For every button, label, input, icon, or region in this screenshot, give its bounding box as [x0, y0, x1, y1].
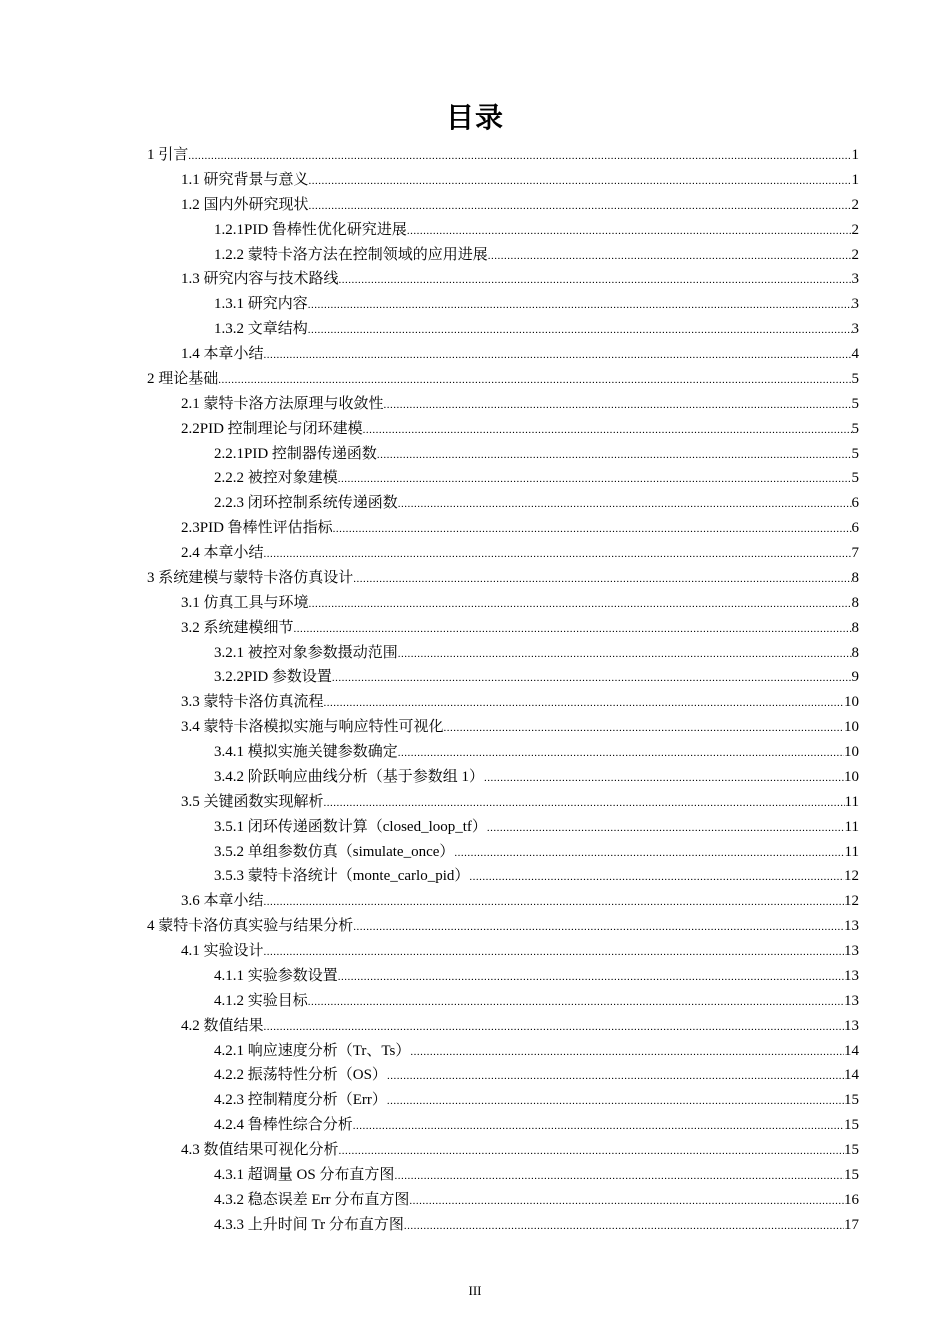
- toc-entry[interactable]: [0, 1213, 950, 1238]
- toc-dot-leader: [218, 368, 851, 393]
- toc-entry-title: 3.5 关键函数实现解析: [181, 793, 324, 810]
- toc-entry-page-number: 10: [844, 694, 859, 711]
- toc-entry[interactable]: [0, 1063, 950, 1088]
- toc-entry-page-number: 13: [844, 992, 859, 1009]
- toc-entry[interactable]: [0, 1113, 950, 1138]
- toc-entry-page-number: 10: [844, 768, 859, 785]
- toc-entry[interactable]: [0, 740, 950, 765]
- toc-entry[interactable]: [0, 939, 950, 964]
- toc-entry-title: 3.6 本章小结: [181, 893, 264, 910]
- toc-dot-leader: [308, 293, 852, 318]
- toc-dot-leader: [338, 965, 844, 990]
- toc-entry-title: 4.1.1 实验参数设置: [214, 967, 338, 984]
- toc-entry-page-number: 6: [851, 520, 859, 537]
- toc-dot-leader: [309, 194, 852, 219]
- toc-dot-leader: [469, 865, 844, 890]
- toc-dot-leader: [308, 990, 844, 1015]
- toc-entry[interactable]: [0, 864, 950, 889]
- toc-entry[interactable]: [0, 964, 950, 989]
- toc-entry-title: 4 蒙特卡洛仿真实验与结果分析: [147, 918, 354, 935]
- toc-dot-leader: [294, 617, 852, 642]
- toc-dot-leader: [264, 542, 852, 567]
- toc-entry-title: 4.1 实验设计: [181, 943, 264, 959]
- toc-entry-title: 4.3.3 上升时间 Tr 分布直方图: [214, 1216, 404, 1233]
- toc-dot-leader: [398, 642, 852, 667]
- toc-entry-page-number: 8: [851, 569, 859, 586]
- toc-entry[interactable]: [0, 218, 950, 243]
- toc-entry[interactable]: [0, 1188, 950, 1213]
- toc-entry-title: 3.2.2PID 参数设置: [214, 669, 332, 686]
- toc-entry-title: 4.2.4 鲁棒性综合分析: [214, 1117, 353, 1134]
- toc-dot-leader: [353, 567, 851, 592]
- toc-entry[interactable]: [0, 715, 950, 740]
- toc-entry-title: 2.4 本章小结: [181, 545, 264, 561]
- toc-entry-page-number: 15: [844, 1117, 859, 1134]
- toc-dot-leader: [484, 766, 844, 791]
- toc-entry[interactable]: [0, 665, 950, 690]
- toc-entry-title: 2.2PID 控制理论与闭环建模: [181, 420, 363, 437]
- toc-dot-leader: [339, 268, 852, 293]
- toc-entry[interactable]: [0, 989, 950, 1014]
- toc-entry[interactable]: [0, 317, 950, 342]
- toc-entry-page-number: 5: [851, 395, 859, 412]
- toc-dot-leader: [454, 841, 844, 866]
- toc-entry-page-number: 1: [851, 147, 859, 163]
- toc-entry-page-number: 8: [851, 644, 859, 661]
- toc-entry-page-number: 15: [844, 1166, 859, 1183]
- toc-entry[interactable]: [0, 392, 950, 417]
- toc-dot-leader: [339, 1139, 844, 1164]
- toc-dot-leader: [409, 1189, 844, 1214]
- toc-dot-leader: [387, 1064, 844, 1089]
- toc-entry[interactable]: [0, 591, 950, 616]
- toc-entry-title: 1.2 国内外研究现状: [181, 196, 309, 213]
- toc-dot-leader: [309, 592, 852, 617]
- toc-entry-page-number: 5: [851, 445, 859, 462]
- toc-dot-leader: [410, 1040, 844, 1065]
- toc-entry-page-number: 12: [844, 868, 859, 885]
- toc-entry-title: 1.2.1PID 鲁棒性优化研究进展: [214, 221, 407, 238]
- toc-entry[interactable]: [0, 367, 950, 392]
- toc-entry-page-number: 2: [851, 221, 859, 238]
- toc-dot-leader: [264, 343, 852, 368]
- toc-entry-title: 2 理论基础: [147, 370, 219, 387]
- toc-dot-leader: [407, 219, 852, 244]
- toc-entry-page-number: 3: [851, 271, 859, 288]
- toc-entry-title: 1.3 研究内容与技术路线: [181, 271, 339, 288]
- toc-dot-leader: [394, 1164, 844, 1189]
- toc-entry-title: 3.5.1 闭环传递函数计算（closed_loop_tf）: [214, 818, 487, 835]
- table-of-contents: [0, 143, 950, 1238]
- toc-entry-page-number: 3: [851, 296, 859, 313]
- toc-entry-title: 4.3.2 稳态误差 Err 分布直方图: [214, 1191, 410, 1208]
- toc-entry-page-number: 2: [851, 246, 859, 263]
- toc-entry-title: 4.2.1 响应速度分析（Tr、Ts）: [214, 1042, 411, 1059]
- toc-dot-leader: [324, 691, 844, 716]
- toc-dot-leader: [264, 940, 844, 965]
- toc-entry[interactable]: [0, 292, 950, 317]
- toc-entry[interactable]: [0, 1138, 950, 1163]
- toc-entry-page-number: 8: [851, 594, 859, 611]
- toc-entry[interactable]: [0, 442, 950, 467]
- toc-entry-page-number: 12: [844, 893, 859, 910]
- toc-entry-page-number: 15: [844, 1142, 859, 1158]
- toc-entry-page-number: 11: [844, 793, 859, 810]
- toc-dot-leader: [487, 816, 845, 841]
- toc-entry-page-number: 4: [851, 346, 859, 362]
- toc-entry[interactable]: [0, 840, 950, 865]
- toc-entry-page-number: 15: [844, 1092, 859, 1109]
- toc-entry[interactable]: [0, 790, 950, 815]
- toc-entry-title: 4.3.1 超调量 OS 分布直方图: [214, 1166, 395, 1183]
- toc-entry-page-number: 17: [844, 1216, 859, 1233]
- toc-entry[interactable]: [0, 342, 950, 367]
- toc-entry-page-number: 9: [851, 669, 859, 686]
- toc-dot-leader: [404, 1214, 844, 1239]
- toc-dot-leader: [332, 666, 852, 691]
- toc-entry-page-number: 8: [851, 619, 859, 636]
- toc-dot-leader: [353, 915, 844, 940]
- toc-entry[interactable]: [0, 765, 950, 790]
- page-number: III: [468, 1283, 482, 1298]
- toc-entry[interactable]: [0, 516, 950, 541]
- toc-entry-title: 4.1.2 实验目标: [214, 992, 308, 1009]
- toc-dot-leader: [264, 890, 844, 915]
- toc-entry[interactable]: [0, 1088, 950, 1113]
- toc-entry-page-number: 16: [844, 1191, 859, 1208]
- toc-entry-page-number: 5: [851, 370, 859, 387]
- toc-entry-title: 1 引言: [147, 147, 189, 163]
- toc-entry[interactable]: [0, 193, 950, 218]
- toc-entry-page-number: 11: [844, 843, 859, 860]
- toc-dot-leader: [324, 791, 845, 816]
- toc-entry-page-number: 11: [844, 818, 859, 835]
- toc-entry-title: 1.3.2 文章结构: [214, 321, 308, 338]
- toc-dot-leader: [308, 318, 852, 343]
- toc-dot-leader: [333, 517, 852, 542]
- toc-dot-leader: [363, 418, 852, 443]
- toc-entry-page-number: 7: [851, 545, 859, 561]
- toc-entry-title: 3.3 蒙特卡洛仿真流程: [181, 694, 324, 711]
- toc-entry-title: 3.2.1 被控对象参数摄动范围: [214, 644, 398, 661]
- toc-dot-leader: [338, 467, 852, 492]
- toc-entry-page-number: 1: [851, 171, 859, 188]
- toc-entry-page-number: 13: [844, 967, 859, 984]
- toc-title: 目录: [445, 101, 504, 134]
- toc-entry-page-number: 14: [844, 1067, 859, 1084]
- toc-dot-leader: [444, 716, 844, 741]
- toc-dot-leader: [398, 492, 852, 517]
- toc-dot-leader: [188, 144, 851, 169]
- toc-entry[interactable]: [0, 168, 950, 193]
- toc-entry-title: 3.1 仿真工具与环境: [181, 594, 309, 611]
- toc-dot-leader: [488, 244, 852, 269]
- toc-entry[interactable]: [0, 1163, 950, 1188]
- toc-entry-title: 2.2.3 闭环控制系统传递函数: [214, 495, 398, 512]
- toc-entry-title: 4.2.3 控制精度分析（Err）: [214, 1092, 387, 1109]
- toc-entry-page-number: 13: [844, 943, 859, 959]
- toc-dot-leader: [377, 443, 852, 468]
- toc-dot-leader: [384, 393, 852, 418]
- toc-entry[interactable]: [0, 616, 950, 641]
- toc-entry-page-number: 3: [851, 321, 859, 338]
- toc-entry-page-number: 5: [851, 470, 859, 487]
- toc-entry-title: 3.5.2 单组参数仿真（simulate_once）: [214, 843, 455, 860]
- toc-entry-page-number: 14: [844, 1042, 859, 1059]
- toc-entry-title: 1.1 研究背景与意义: [181, 171, 309, 188]
- toc-entry[interactable]: [0, 914, 950, 939]
- toc-dot-leader: [387, 1089, 844, 1114]
- toc-entry[interactable]: [0, 1039, 950, 1064]
- toc-entry-title: 3.5.3 蒙特卡洛统计（monte_carlo_pid）: [214, 868, 470, 885]
- toc-entry[interactable]: [0, 815, 950, 840]
- toc-entry-title: 4.3 数值结果可视化分析: [181, 1142, 339, 1158]
- toc-entry[interactable]: [0, 243, 950, 268]
- toc-entry-title: 3 系统建模与蒙特卡洛仿真设计: [147, 569, 354, 586]
- toc-entry-page-number: 2: [851, 196, 859, 213]
- toc-entry-page-number: 6: [851, 495, 859, 512]
- toc-entry[interactable]: [0, 466, 950, 491]
- toc-entry-page-number: 13: [844, 918, 859, 935]
- toc-entry-title: 4.2.2 振荡特性分析（OS）: [214, 1067, 387, 1084]
- toc-entry-title: 3.4.1 模拟实施关键参数确定: [214, 744, 398, 760]
- toc-entry-title: 2.2.1PID 控制器传递函数: [214, 445, 377, 462]
- toc-entry[interactable]: [0, 541, 950, 566]
- toc-entry-title: 3.4 蒙特卡洛模拟实施与响应特性可视化: [181, 719, 444, 736]
- toc-entry[interactable]: [0, 566, 950, 591]
- toc-entry-page-number: 10: [844, 719, 859, 736]
- toc-entry[interactable]: [0, 641, 950, 666]
- toc-entry[interactable]: [0, 143, 950, 168]
- toc-entry-title: 4.2 数值结果: [181, 1017, 264, 1034]
- toc-dot-leader: [398, 741, 844, 766]
- toc-dot-leader: [309, 169, 852, 194]
- toc-dot-leader: [353, 1114, 844, 1139]
- toc-entry[interactable]: [0, 267, 950, 292]
- toc-entry-title: 1.2.2 蒙特卡洛方法在控制领域的应用进展: [214, 246, 488, 263]
- toc-entry-page-number: 13: [844, 1017, 859, 1034]
- toc-entry-title: 1.4 本章小结: [181, 346, 264, 362]
- toc-entry[interactable]: [0, 491, 950, 516]
- toc-entry-title: 3.2 系统建模细节: [181, 619, 294, 636]
- toc-entry-title: 2.3PID 鲁棒性评估指标: [181, 520, 333, 537]
- toc-entry[interactable]: [0, 417, 950, 442]
- toc-entry[interactable]: [0, 889, 950, 914]
- toc-entry-title: 2.2.2 被控对象建模: [214, 470, 338, 487]
- toc-entry[interactable]: [0, 690, 950, 715]
- toc-dot-leader: [264, 1015, 844, 1040]
- toc-entry-page-number: 10: [844, 744, 859, 760]
- toc-entry-title: 3.4.2 阶跃响应曲线分析（基于参数组 1）: [214, 768, 485, 785]
- toc-entry-title: 2.1 蒙特卡洛方法原理与收敛性: [181, 395, 384, 412]
- toc-entry-title: 1.3.1 研究内容: [214, 296, 308, 313]
- toc-entry[interactable]: [0, 1014, 950, 1039]
- toc-entry-page-number: 5: [851, 420, 859, 437]
